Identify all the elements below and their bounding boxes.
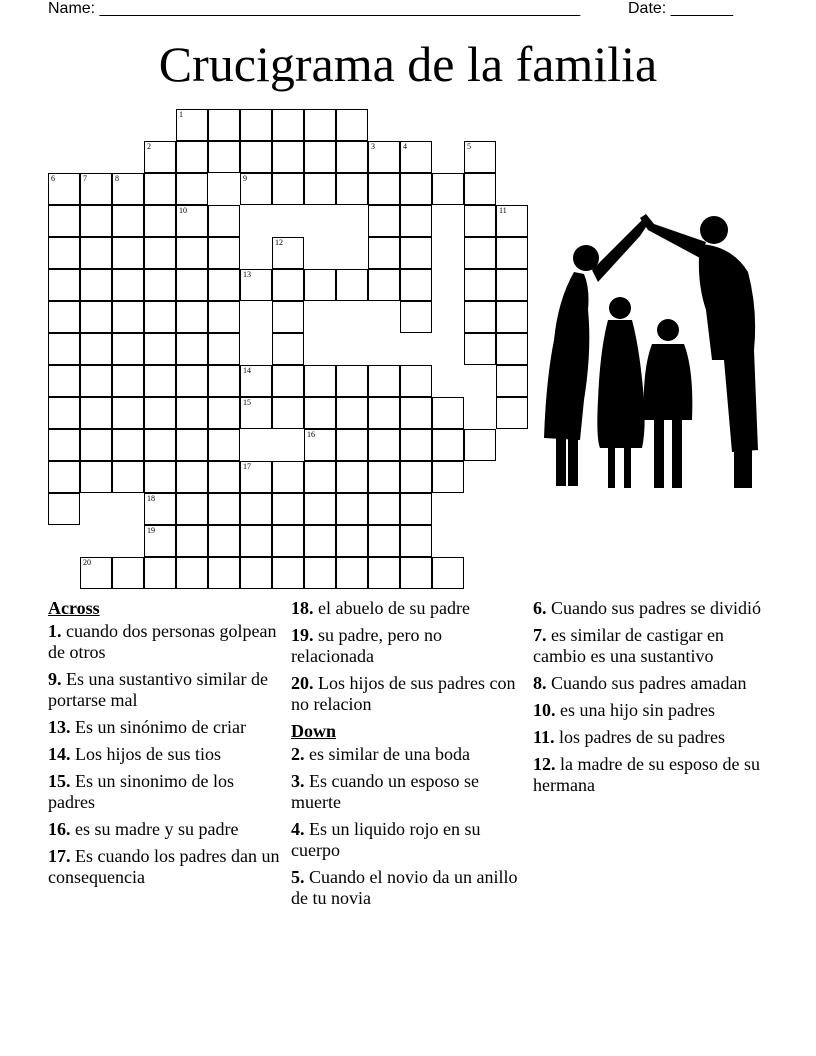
clue-item [48, 819, 283, 840]
clue-number: 4 [403, 142, 407, 151]
grid-cell[interactable] [272, 557, 304, 589]
grid-cell[interactable] [208, 493, 240, 525]
clues-column-1 [48, 598, 283, 894]
grid-cell[interactable] [272, 397, 304, 429]
clue-number: 12 [275, 238, 283, 247]
clue-item-number: 7. [533, 625, 547, 645]
name-field-label: Name: ______________________________________________________ [48, 0, 581, 17]
grid-cell[interactable] [496, 301, 528, 333]
clue-item-number: 6. [533, 598, 547, 618]
grid-cell[interactable] [336, 173, 368, 205]
girl-head [609, 297, 631, 319]
grid-cell[interactable] [80, 557, 112, 589]
grid-cell[interactable] [144, 397, 176, 429]
grid-cell[interactable] [304, 365, 336, 397]
grid-cell[interactable] [304, 429, 336, 461]
grid-cell[interactable] [176, 173, 208, 205]
grid-cell[interactable] [304, 141, 336, 173]
grid-cell[interactable] [432, 429, 464, 461]
grid-cell[interactable] [336, 269, 368, 301]
grid-cell[interactable] [304, 109, 336, 141]
grid-cell[interactable] [304, 461, 336, 493]
grid-cell[interactable] [464, 269, 496, 301]
clue-item-text: los padres de su padres [559, 727, 725, 747]
grid-cell[interactable] [144, 333, 176, 365]
grid-cell[interactable] [272, 237, 304, 269]
clue-item-number: 15. [48, 771, 71, 791]
clue-item-text: la madre de su esposo de su hermana [533, 754, 760, 795]
grid-cell[interactable] [368, 365, 400, 397]
grid-cell[interactable] [176, 109, 208, 141]
clue-item [291, 744, 526, 765]
boy-leg-left [654, 418, 664, 488]
grid-cell[interactable] [240, 397, 272, 429]
clue-item [291, 673, 526, 715]
clue-item-number: 10. [533, 700, 556, 720]
clue-number: 18 [147, 494, 155, 503]
grid-cell[interactable] [112, 301, 144, 333]
clue-item-number: 8. [533, 673, 547, 693]
grid-cell[interactable] [496, 365, 528, 397]
grid-cell[interactable] [368, 525, 400, 557]
grid-cell[interactable] [304, 173, 336, 205]
clue-item [48, 846, 283, 888]
grid-cell[interactable] [336, 397, 368, 429]
grid-cell[interactable] [336, 493, 368, 525]
grid-cell[interactable] [144, 269, 176, 301]
clue-item-text: Cuando el novio da un anillo de tu novia [291, 867, 518, 908]
clue-item-number: 9. [48, 669, 62, 689]
clue-item-number: 20. [291, 673, 314, 693]
grid-cell[interactable] [368, 397, 400, 429]
grid-cell[interactable] [400, 205, 432, 237]
clue-item-text: Cuando sus padres amadan [551, 673, 747, 693]
grid-cell[interactable] [112, 269, 144, 301]
grid-cell[interactable] [48, 429, 80, 461]
grid-cell[interactable] [464, 141, 496, 173]
grid-cell[interactable] [80, 173, 112, 205]
grid-cell[interactable] [48, 173, 80, 205]
across-clue-list [48, 621, 283, 888]
clue-item-number: 13. [48, 717, 71, 737]
clue-item-number: 14. [48, 744, 71, 764]
father-arm [640, 214, 706, 258]
father-leg [734, 448, 752, 488]
clue-item-text: Es cuando los padres dan un consequencia [48, 846, 280, 887]
clue-item [48, 744, 283, 765]
grid-cell[interactable] [336, 109, 368, 141]
grid-cell[interactable] [368, 269, 400, 301]
grid-cell[interactable] [48, 397, 80, 429]
grid-cell[interactable] [304, 269, 336, 301]
grid-cell[interactable] [272, 365, 304, 397]
grid-cell[interactable] [272, 173, 304, 205]
clue-item [533, 754, 768, 796]
grid-cell[interactable] [208, 205, 240, 237]
grid-cell[interactable] [400, 461, 432, 493]
clue-number: 2 [147, 142, 151, 151]
mother-leg-right [568, 436, 578, 486]
grid-cell[interactable] [176, 557, 208, 589]
grid-cell[interactable] [304, 397, 336, 429]
grid-cell[interactable] [400, 397, 432, 429]
grid-cell[interactable] [208, 141, 240, 173]
clue-item-number: 17. [48, 846, 71, 866]
grid-cell[interactable] [240, 173, 272, 205]
grid-cell[interactable] [272, 493, 304, 525]
clue-number: 16 [307, 430, 315, 439]
clue-number: 5 [467, 142, 471, 151]
grid-cell[interactable] [176, 333, 208, 365]
grid-cell[interactable] [240, 461, 272, 493]
across-heading: Across [48, 598, 100, 618]
grid-cell[interactable] [112, 397, 144, 429]
clue-item-text: Es un sinónimo de criar [75, 717, 246, 737]
clue-item-text: Los hijos de sus padres con no relacion [291, 673, 516, 714]
clue-item-text: Es un sinonimo de los padres [48, 771, 235, 812]
grid-cell[interactable] [208, 237, 240, 269]
grid-cell[interactable] [432, 173, 464, 205]
clue-number: 8 [115, 174, 119, 183]
grid-cell[interactable] [400, 173, 432, 205]
grid-cell[interactable] [176, 237, 208, 269]
grid-cell[interactable] [112, 557, 144, 589]
mother-arm [592, 220, 648, 282]
grid-cell[interactable] [336, 557, 368, 589]
down-clue-list-continued [533, 598, 768, 796]
clue-item-number: 5. [291, 867, 305, 887]
grid-cell[interactable] [48, 301, 80, 333]
grid-cell[interactable] [112, 237, 144, 269]
grid-cell[interactable] [208, 525, 240, 557]
grid-cell[interactable] [336, 429, 368, 461]
grid-cell[interactable] [208, 269, 240, 301]
grid-cell[interactable] [144, 301, 176, 333]
grid-cell[interactable] [176, 301, 208, 333]
grid-cell[interactable] [48, 269, 80, 301]
grid-cell[interactable] [400, 557, 432, 589]
grid-cell[interactable] [432, 461, 464, 493]
clue-item [533, 625, 768, 667]
grid-cell[interactable] [464, 429, 496, 461]
clue-item-text: cuando dos personas golpean de otros [48, 621, 277, 662]
grid-cell[interactable] [48, 493, 80, 525]
clue-item-number: 4. [291, 819, 305, 839]
grid-cell[interactable] [80, 205, 112, 237]
clue-number: 9 [243, 174, 247, 183]
grid-cell[interactable] [240, 365, 272, 397]
grid-cell[interactable] [400, 429, 432, 461]
grid-cell[interactable] [336, 365, 368, 397]
boy-leg-right [672, 418, 682, 488]
clue-number: 11 [499, 206, 507, 215]
clue-number: 19 [147, 526, 155, 535]
girl-leg-left [608, 446, 615, 488]
grid-cell[interactable] [144, 141, 176, 173]
grid-cell[interactable] [208, 397, 240, 429]
grid-cell[interactable] [176, 397, 208, 429]
down-clue-list [291, 744, 526, 909]
clue-item [533, 598, 768, 619]
page-title: Crucigrama de la familia [158, 36, 658, 92]
mother-body [544, 272, 589, 440]
clue-item-text: Cuando sus padres se dividió [551, 598, 761, 618]
clue-item-number: 3. [291, 771, 305, 791]
clue-item-text: el abuelo de su padre [318, 598, 470, 618]
grid-cell[interactable] [80, 301, 112, 333]
grid-cell[interactable] [80, 365, 112, 397]
grid-cell[interactable] [240, 109, 272, 141]
clue-item-text: Es cuando un esposo se muerte [291, 771, 479, 812]
grid-cell[interactable] [176, 269, 208, 301]
grid-cell[interactable] [272, 333, 304, 365]
grid-cell[interactable] [400, 269, 432, 301]
grid-cell[interactable] [80, 333, 112, 365]
clues-column-2 [291, 598, 526, 915]
grid-cell[interactable] [304, 525, 336, 557]
clue-item-number: 16. [48, 819, 71, 839]
grid-cell[interactable] [80, 269, 112, 301]
clues-column-3 [533, 598, 768, 802]
grid-cell[interactable] [176, 525, 208, 557]
grid-cell[interactable] [48, 333, 80, 365]
clue-number: 20 [83, 558, 91, 567]
grid-cell[interactable] [368, 141, 400, 173]
grid-cell[interactable] [176, 205, 208, 237]
grid-cell[interactable] [144, 525, 176, 557]
clue-number: 15 [243, 398, 251, 407]
boy-body [644, 344, 693, 420]
clue-item [291, 771, 526, 813]
grid-cell[interactable] [400, 365, 432, 397]
grid-cell[interactable] [368, 493, 400, 525]
grid-cell[interactable] [400, 237, 432, 269]
grid-cell[interactable] [496, 237, 528, 269]
clue-item-text: Los hijos de sus tios [75, 744, 222, 764]
grid-cell[interactable] [400, 493, 432, 525]
clue-item-number: 2. [291, 744, 305, 764]
grid-cell[interactable] [240, 141, 272, 173]
grid-cell[interactable] [144, 237, 176, 269]
grid-cell[interactable] [464, 173, 496, 205]
clue-item-number: 1. [48, 621, 62, 641]
clue-item [533, 673, 768, 694]
clue-item [48, 621, 283, 663]
grid-cell[interactable] [144, 365, 176, 397]
clue-item [48, 771, 283, 813]
grid-cell[interactable] [208, 365, 240, 397]
grid-cell[interactable] [80, 397, 112, 429]
clue-item [533, 727, 768, 748]
grid-cell[interactable] [144, 493, 176, 525]
grid-cell[interactable] [48, 461, 80, 493]
grid-cell[interactable] [464, 237, 496, 269]
grid-cell[interactable] [368, 461, 400, 493]
clue-item-number: 12. [533, 754, 556, 774]
grid-cell[interactable] [336, 461, 368, 493]
grid-cell[interactable] [272, 269, 304, 301]
grid-cell[interactable] [48, 205, 80, 237]
grid-cell[interactable] [144, 205, 176, 237]
clue-item-text: Es una sustantivo similar de portarse mal [48, 669, 268, 710]
clue-item [291, 625, 526, 667]
across-clue-list-continued [291, 598, 526, 715]
clue-item-text: es una hijo sin padres [560, 700, 715, 720]
grid-cell[interactable] [176, 141, 208, 173]
clue-item-number: 18. [291, 598, 314, 618]
father-head [700, 216, 728, 244]
grid-cell[interactable] [400, 301, 432, 333]
grid-cell[interactable] [496, 205, 528, 237]
clue-item-text: su padre, pero no relacionada [291, 625, 442, 666]
grid-cell[interactable] [272, 141, 304, 173]
grid-cell[interactable] [80, 237, 112, 269]
clue-number: 14 [243, 366, 251, 375]
grid-cell[interactable] [48, 237, 80, 269]
clue-number: 17 [243, 462, 251, 471]
grid-cell[interactable] [272, 109, 304, 141]
clue-item [48, 669, 283, 711]
grid-cell[interactable] [112, 205, 144, 237]
grid-cell[interactable] [112, 429, 144, 461]
grid-cell[interactable] [176, 461, 208, 493]
grid-cell[interactable] [112, 461, 144, 493]
grid-cell[interactable] [208, 109, 240, 141]
grid-cell[interactable] [464, 333, 496, 365]
grid-cell[interactable] [368, 237, 400, 269]
grid-cell[interactable] [496, 269, 528, 301]
grid-cell[interactable] [496, 397, 528, 429]
grid-cell[interactable] [176, 493, 208, 525]
grid-cell[interactable] [80, 429, 112, 461]
grid-cell[interactable] [272, 525, 304, 557]
boy-head [657, 319, 679, 341]
grid-cell[interactable] [208, 333, 240, 365]
grid-cell[interactable] [368, 557, 400, 589]
clue-item [291, 867, 526, 909]
girl-body [597, 320, 644, 448]
clue-number: 10 [179, 206, 187, 215]
grid-cell[interactable] [208, 557, 240, 589]
clue-number: 6 [51, 174, 55, 183]
grid-cell[interactable] [304, 557, 336, 589]
clue-item [291, 598, 526, 619]
clue-item-number: 11. [533, 727, 555, 747]
grid-cell[interactable] [240, 269, 272, 301]
father-body [699, 244, 758, 452]
clue-item-text: es similar de una boda [309, 744, 470, 764]
clue-number: 1 [179, 110, 183, 119]
grid-cell[interactable] [272, 461, 304, 493]
grid-cell[interactable] [400, 141, 432, 173]
clue-item-text: Es un liquido rojo en su cuerpo [291, 819, 481, 860]
family-silhouette-image [536, 200, 772, 495]
clue-number: 7 [83, 174, 87, 183]
date-field-label: Date: _______ [628, 0, 733, 17]
grid-cell[interactable] [112, 365, 144, 397]
grid-cell[interactable] [240, 493, 272, 525]
grid-cell[interactable] [144, 461, 176, 493]
grid-cell[interactable] [400, 525, 432, 557]
clue-item [533, 700, 768, 721]
clue-item-text: es similar de castigar en cambio es una sustantivo [533, 625, 724, 666]
clue-number: 13 [243, 270, 251, 279]
grid-cell[interactable] [272, 301, 304, 333]
grid-cell[interactable] [368, 429, 400, 461]
grid-cell[interactable] [144, 557, 176, 589]
clue-item-text: es su madre y su padre [75, 819, 239, 839]
grid-cell[interactable] [144, 173, 176, 205]
grid-cell[interactable] [464, 205, 496, 237]
grid-cell[interactable] [368, 205, 400, 237]
grid-cell[interactable] [48, 365, 80, 397]
clue-item [48, 717, 283, 738]
grid-cell[interactable] [336, 141, 368, 173]
clue-number: 3 [371, 142, 375, 151]
grid-cell[interactable] [496, 333, 528, 365]
grid-cell[interactable] [112, 333, 144, 365]
grid-cell[interactable] [144, 429, 176, 461]
grid-cell[interactable] [176, 365, 208, 397]
grid-cell[interactable] [240, 557, 272, 589]
grid-cell[interactable] [80, 461, 112, 493]
grid-cell[interactable] [368, 173, 400, 205]
clue-item [291, 819, 526, 861]
grid-cell[interactable] [336, 525, 368, 557]
grid-cell[interactable] [208, 429, 240, 461]
grid-cell[interactable] [208, 301, 240, 333]
mother-leg-left [556, 436, 566, 486]
grid-cell[interactable] [304, 493, 336, 525]
grid-cell[interactable] [432, 557, 464, 589]
grid-cell[interactable] [112, 173, 144, 205]
down-heading: Down [291, 721, 337, 741]
grid-cell[interactable] [208, 461, 240, 493]
girl-leg-right [624, 446, 631, 488]
grid-cell[interactable] [432, 397, 464, 429]
grid-cell[interactable] [464, 301, 496, 333]
clue-item-number: 19. [291, 625, 314, 645]
grid-cell[interactable] [240, 525, 272, 557]
grid-cell[interactable] [176, 429, 208, 461]
